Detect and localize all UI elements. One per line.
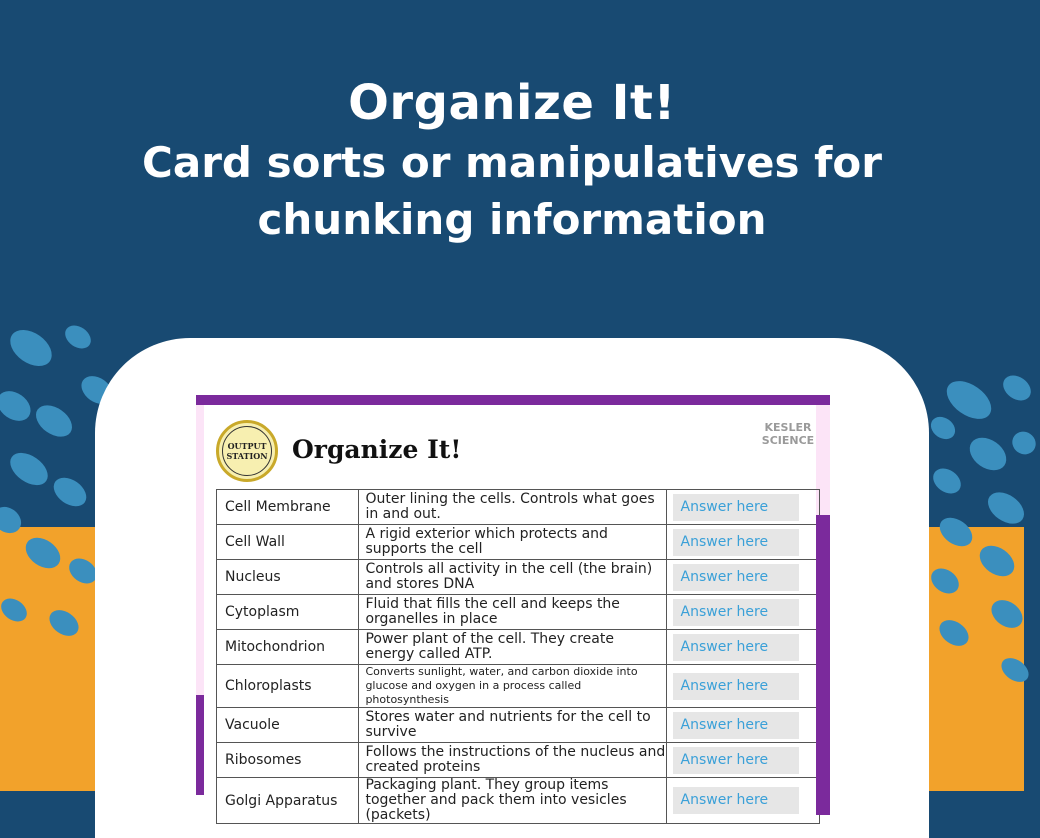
decorative-dot — [4, 446, 53, 491]
logo-line2: SCIENCE — [761, 434, 815, 447]
page-title: Organize It! — [348, 75, 676, 131]
term-cell: Golgi Apparatus — [217, 778, 359, 824]
answer-cell — [666, 560, 819, 595]
term-cell: Nucleus — [217, 560, 359, 595]
term-cell: Cytoplasm — [217, 595, 359, 630]
worksheet-title: Organize It! — [292, 435, 462, 464]
page-subtitle-line1: Card sorts or manipulatives for — [142, 138, 882, 187]
decorative-dot — [48, 472, 91, 512]
decorative-dot — [4, 323, 59, 374]
badge-line1: OUTPUT — [227, 441, 267, 451]
logo-line1: KESLER — [764, 421, 812, 434]
decorative-dot — [30, 399, 78, 443]
answer-input[interactable]: Answer here — [673, 529, 799, 556]
answer-input[interactable]: Answer here — [673, 599, 799, 626]
page-heading — [0, 72, 1024, 248]
definition-cell: Fluid that fills the cell and keeps the organelles in place — [359, 595, 666, 630]
answer-input[interactable]: Answer here — [673, 712, 799, 739]
table-row — [217, 560, 820, 595]
table-row — [217, 778, 820, 824]
worksheet-top-stripe — [196, 395, 830, 405]
decorative-dot — [0, 385, 36, 427]
worksheet-preview — [196, 395, 830, 823]
answer-cell — [666, 778, 819, 824]
answer-cell — [666, 743, 819, 778]
decorative-dot — [982, 486, 1030, 530]
decorative-dot — [927, 412, 960, 443]
definition-cell: Controls all activity in the cell (the brain) and stores DNA — [359, 560, 666, 595]
output-station-badge-text — [222, 426, 272, 476]
table-row — [217, 665, 820, 708]
answer-input[interactable]: Answer here — [673, 747, 799, 774]
answer-input[interactable]: Answer here — [673, 564, 799, 591]
worksheet-left-stripe — [196, 695, 204, 795]
decorative-dot — [928, 463, 965, 498]
term-cell: Cell Wall — [217, 525, 359, 560]
answer-cell — [666, 708, 819, 743]
term-cell: Vacuole — [217, 708, 359, 743]
table-row — [217, 490, 820, 525]
answer-cell — [666, 595, 819, 630]
term-cell: Mitochondrion — [217, 630, 359, 665]
decorative-dot — [61, 321, 95, 353]
worksheet-page — [204, 405, 816, 823]
answer-cell — [666, 630, 819, 665]
answer-input[interactable]: Answer here — [673, 673, 799, 700]
decorative-dot — [1008, 427, 1040, 459]
worksheet-right-stripe — [816, 515, 830, 815]
answer-input[interactable]: Answer here — [673, 634, 799, 661]
kesler-science-logo — [756, 421, 820, 447]
term-cell: Ribosomes — [217, 743, 359, 778]
answer-cell — [666, 665, 819, 708]
definition-cell: Converts sunlight, water, and carbon dioxide into glucose and oxygen in a process called photosynthesis — [359, 665, 666, 708]
output-station-badge — [216, 420, 278, 482]
table-row — [217, 595, 820, 630]
answer-input[interactable]: Answer here — [673, 787, 799, 814]
definition-cell: Outer lining the cells. Controls what goes in and out. — [359, 490, 666, 525]
organize-table — [216, 489, 820, 824]
definition-cell: Power plant of the cell. They create energy called ATP. — [359, 630, 666, 665]
table-row — [217, 630, 820, 665]
term-cell: Cell Membrane — [217, 490, 359, 525]
term-cell: Chloroplasts — [217, 665, 359, 708]
table-row — [217, 708, 820, 743]
definition-cell: Stores water and nutrients for the cell to survive — [359, 708, 666, 743]
decorative-dot — [998, 370, 1035, 405]
answer-cell — [666, 525, 819, 560]
decorative-dot — [940, 373, 998, 426]
decorative-dot — [964, 431, 1013, 477]
badge-line2: STATION — [226, 451, 268, 461]
table-row — [217, 525, 820, 560]
answer-cell — [666, 490, 819, 525]
table-row — [217, 743, 820, 778]
page-subtitle-line2: chunking information — [257, 195, 767, 244]
definition-cell: Follows the instructions of the nucleus and created proteins — [359, 743, 666, 778]
definition-cell: A rigid exterior which protects and supports the cell — [359, 525, 666, 560]
definition-cell: Packaging plant. They group items together and pack them into vesicles (packets) — [359, 778, 666, 824]
answer-input[interactable]: Answer here — [673, 494, 799, 521]
